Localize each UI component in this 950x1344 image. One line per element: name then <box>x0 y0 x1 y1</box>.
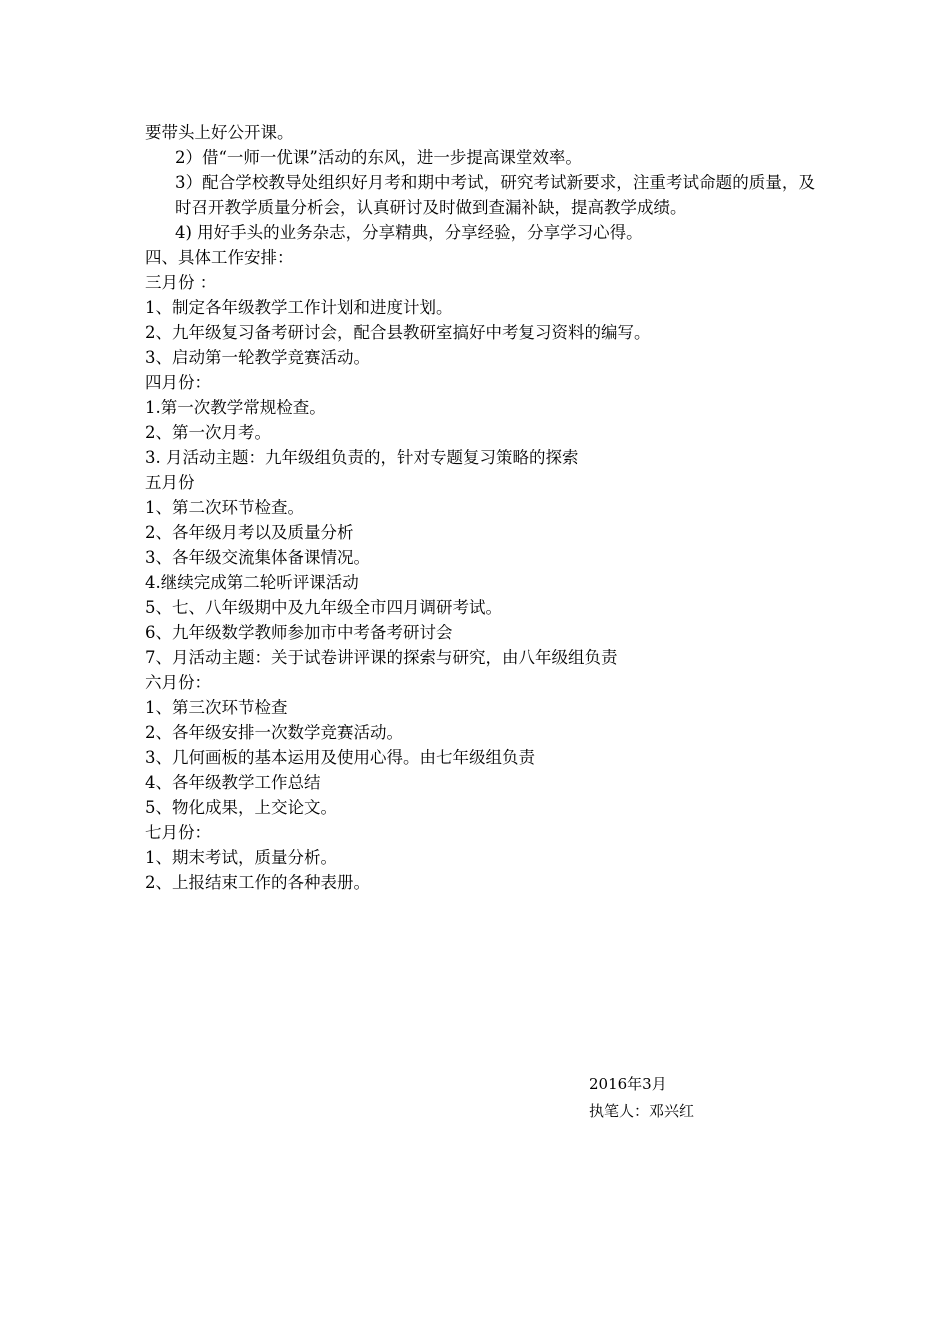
list-item: 3、启动第一轮教学竞赛活动。 <box>145 348 370 367</box>
list-item: 3、各年级交流集体备课情况。 <box>145 548 370 567</box>
list-item: 3. 月活动主题：九年级组负责的，针对专题复习策略的探索 <box>145 448 579 467</box>
signature-author: 执笔人：邓兴红 <box>589 1102 695 1120</box>
list-item: 1、期末考试，质量分析。 <box>145 848 337 867</box>
section-title: 四、具体工作安排： <box>145 248 294 267</box>
month-march <box>145 270 815 370</box>
month-label: 三月份 ： <box>145 273 217 292</box>
list-item: 1、第二次环节检查。 <box>145 498 304 517</box>
list-item: 2、九年级复习备考研讨会，配合县教研室搞好中考复习资料的编写。 <box>145 323 651 342</box>
list-item: 2、各年级安排一次数学竞赛活动。 <box>145 723 403 742</box>
month-june <box>145 670 815 820</box>
document-body <box>145 120 815 895</box>
month-label: 五月份 <box>145 473 195 492</box>
list-item: 1、制定各年级教学工作计划和进度计划。 <box>145 298 453 317</box>
month-april <box>145 370 815 470</box>
month-may <box>145 470 815 670</box>
month-july <box>145 820 815 895</box>
month-label: 六月份： <box>145 673 211 692</box>
intro-line-2: 2）借“一师一优课”活动的东风，进一步提高课堂效率。 <box>175 148 582 167</box>
list-item: 2、上报结束工作的各种表册。 <box>145 873 370 892</box>
month-label: 七月份： <box>145 823 211 842</box>
list-item: 1、第三次环节检查 <box>145 698 288 717</box>
list-item: 7、月活动主题：关于试卷讲评课的探索与研究，由八年级组负责 <box>145 648 618 667</box>
list-item: 2、第一次月考。 <box>145 423 271 442</box>
intro-line-3: 3）配合学校教导处组织好月考和期中考试，研究考试新要求，注重考试命题的质量，及时召开教学质量分析会，认真研讨及时做到查漏补缺，提高教学成绩。 <box>175 173 815 217</box>
list-item: 5、物化成果，上交论文。 <box>145 798 337 817</box>
list-item: 6、九年级数学教师参加市中考备考研讨会 <box>145 623 453 642</box>
list-item: 5、七、八年级期中及九年级全市四月调研考试。 <box>145 598 502 617</box>
intro-line-1: 要带头上好公开课。 <box>145 123 294 142</box>
list-item: 4、各年级教学工作总结 <box>145 773 321 792</box>
intro-line-4: 4) 用好手头的业务杂志，分享精典，分享经验，分享学习心得。 <box>175 223 643 242</box>
list-item: 2、各年级月考以及质量分析 <box>145 523 354 542</box>
signature-block <box>589 1071 694 1125</box>
list-item: 3、几何画板的基本运用及使用心得。由七年级组负责 <box>145 748 535 767</box>
list-item: 1.第一次教学常规检查。 <box>145 398 326 417</box>
month-label: 四月份： <box>145 373 211 392</box>
list-item: 4.继续完成第二轮听评课活动 <box>145 573 359 592</box>
signature-date: 2016年3月 <box>589 1075 667 1093</box>
